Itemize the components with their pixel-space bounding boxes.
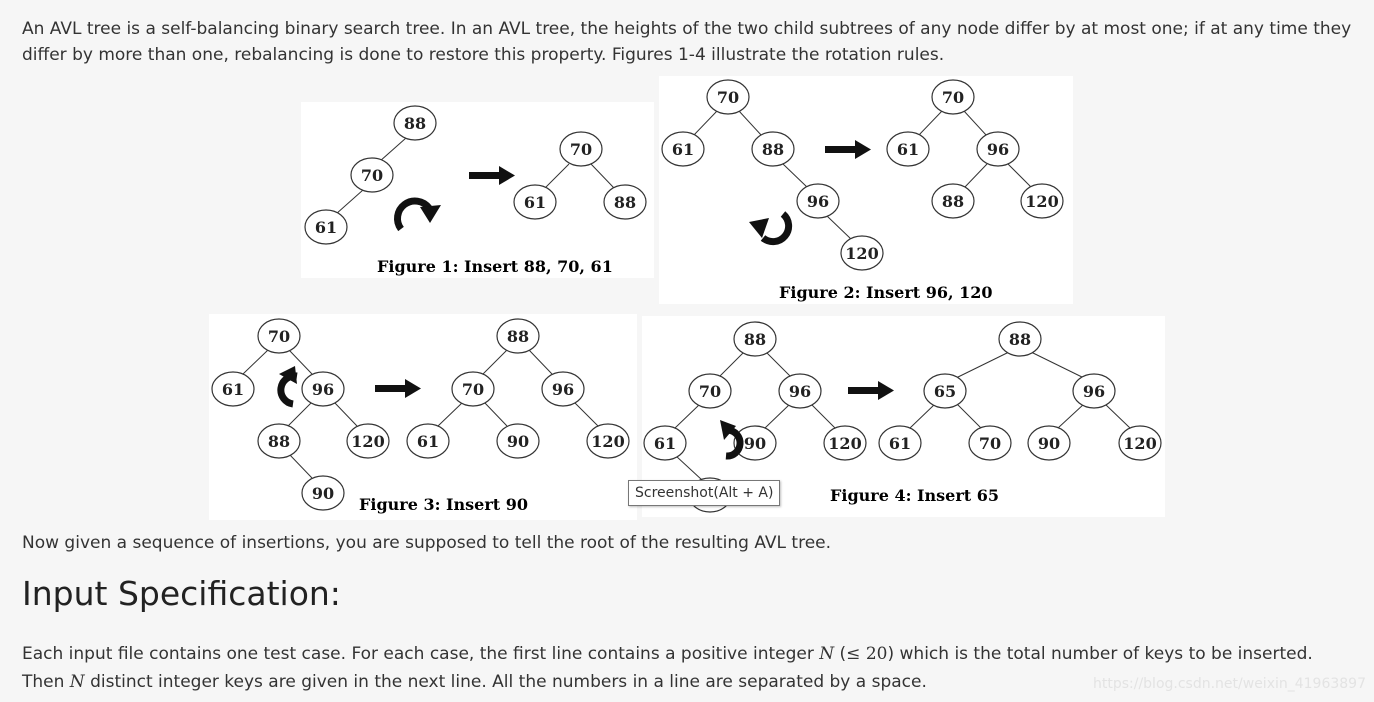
math-operator: ≤ <box>846 644 861 664</box>
figure-2-diagram <box>659 76 1073 304</box>
spec-text: Each input file contains one test case. For each case, the first line contains a positive integer <box>22 644 820 664</box>
fig1-node: 70 <box>569 140 593 159</box>
figure-3-diagram <box>209 314 637 520</box>
fig3-node: 90 <box>506 432 530 451</box>
figure-2-caption: Figure 2: Insert 96, 120 <box>779 283 993 302</box>
fig1-node: 88 <box>403 114 427 133</box>
fig2-node: 88 <box>941 192 965 211</box>
fig1-node: 70 <box>360 166 384 185</box>
spec-text: distinct integer keys are given in the next line. All the numbers in a line are separated by a space. <box>84 672 927 692</box>
watermark: https://blog.csdn.net/weixin_41963897 <box>1092 676 1366 692</box>
arrow-right-icon <box>469 166 515 185</box>
fig3-node: 96 <box>551 380 575 399</box>
fig3-node: 61 <box>221 380 245 399</box>
fig4-node: 90 <box>1037 434 1061 453</box>
fig4-node: 96 <box>788 382 812 401</box>
fig4-node: 96 <box>1082 382 1106 401</box>
fig2-node: 120 <box>845 244 879 263</box>
rotate-clockwise-icon <box>397 201 441 229</box>
arrow-right-icon <box>825 140 871 159</box>
math-variable: N <box>69 672 85 692</box>
fig2-node: 96 <box>986 140 1010 159</box>
fig4-node: 90 <box>743 434 767 453</box>
fig2-node: 70 <box>941 88 965 107</box>
fig3-node: 90 <box>311 484 335 503</box>
screenshot-tooltip: Screenshot(Alt + A) <box>628 480 780 506</box>
fig4-node: 61 <box>653 434 677 453</box>
rotate-clockwise-icon <box>720 420 740 456</box>
math-variable: N <box>819 644 835 664</box>
fig2-node: 120 <box>1025 192 1059 211</box>
rotate-counterclockwise-icon <box>749 214 789 242</box>
spec-text: which is the total number of keys to be inserted. Then <box>22 644 1313 692</box>
fig3-node: 88 <box>267 432 291 451</box>
figure-3 <box>209 314 637 520</box>
fig3-node: 70 <box>267 327 291 346</box>
spec-text: ( <box>834 644 847 664</box>
fig2-node: 61 <box>671 140 695 159</box>
fig1-node: 61 <box>314 218 338 237</box>
figure-4-caption: Figure 4: Insert 65 <box>830 486 1000 505</box>
fig3-node: 120 <box>591 432 625 451</box>
figure-2 <box>659 76 1073 304</box>
fig3-node: 120 <box>351 432 385 451</box>
figure-1-diagram <box>301 102 654 278</box>
fig2-node: 96 <box>806 192 830 211</box>
figure-1 <box>301 102 654 278</box>
arrow-right-icon <box>848 381 894 400</box>
fig2-node: 70 <box>716 88 740 107</box>
question-paragraph: Now given a sequence of insertions, you are supposed to tell the root of the resulting AVL tree. <box>22 533 832 553</box>
fig1-node: 61 <box>523 193 547 212</box>
figure-1-caption: Figure 1: Insert 88, 70, 61 <box>377 257 613 276</box>
fig3-node: 61 <box>416 432 440 451</box>
spec-text: ) <box>887 644 895 664</box>
fig3-node: 70 <box>461 380 485 399</box>
fig4-node: 61 <box>888 434 912 453</box>
math-number: 20 <box>860 644 888 664</box>
fig4-node: 65 <box>933 382 957 401</box>
rotate-counterclockwise-icon <box>279 366 297 404</box>
intro-paragraph: An AVL tree is a self-balancing binary search tree. In an AVL tree, the heights of the two child subtrees of any node differ by at most one; if at any time they differ by more than one, rebalancing is done to restore this property. Figures 1-4 illustrate the rotation rules. <box>22 19 1352 65</box>
fig4-node: 70 <box>698 382 722 401</box>
arrow-right-icon <box>375 379 421 398</box>
fig4-node: 70 <box>978 434 1002 453</box>
fig4-node: 88 <box>743 330 767 349</box>
fig1-node: 88 <box>613 193 637 212</box>
fig4-node: 88 <box>1008 330 1032 349</box>
fig4-node: 120 <box>828 434 862 453</box>
figure-3-caption: Figure 3: Insert 90 <box>359 495 529 514</box>
fig3-node: 96 <box>311 380 335 399</box>
fig2-node: 88 <box>761 140 785 159</box>
fig3-node: 88 <box>506 327 530 346</box>
fig4-node: 120 <box>1123 434 1157 453</box>
fig2-node: 61 <box>896 140 920 159</box>
section-heading: Input Specification: <box>22 574 341 613</box>
